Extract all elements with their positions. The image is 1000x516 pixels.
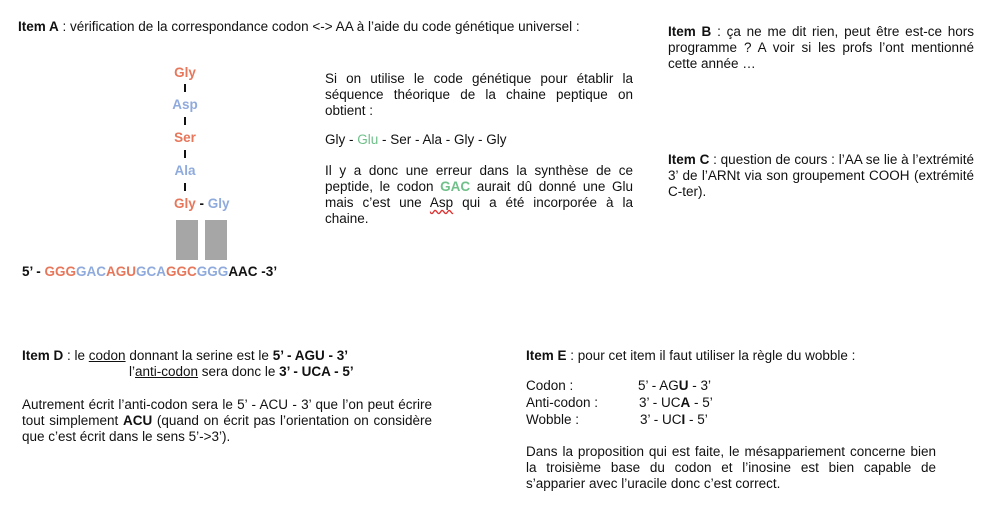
- codon-4: GCA: [136, 264, 167, 279]
- chain-ser: Ser: [174, 130, 196, 145]
- value-pre: 5’ - AG: [638, 378, 679, 393]
- chain-gly-3: Gly: [207, 196, 230, 211]
- peptide-glu: Glu: [357, 132, 379, 147]
- mrna-sequence: [22, 264, 277, 280]
- item-d-label: Item D: [22, 348, 64, 363]
- ribosome-block-left: [176, 220, 198, 260]
- wobble-row-anticodon: [526, 395, 713, 412]
- item-e-label: Item E: [526, 348, 567, 363]
- value-post: - 5’: [690, 395, 713, 410]
- codon-5: GGC: [166, 264, 197, 279]
- row-value: [638, 378, 713, 395]
- codon-1: GGG: [44, 264, 77, 279]
- chain-dash: -: [195, 196, 208, 211]
- item-d-l2a: l’: [129, 364, 135, 379]
- chain-link-2: [184, 117, 186, 125]
- acu-bold: ACU: [122, 413, 153, 428]
- item-d-l1a: : le: [63, 348, 89, 363]
- chain-link-1: [184, 84, 186, 92]
- asp-word: Asp: [429, 195, 454, 210]
- item-d-p2: (quand on écrit pas l’orientation on considère que c’est écrit dans le sens 5’->3’).: [22, 413, 433, 444]
- codon-word: codon: [88, 348, 126, 363]
- para2-p3: qui a été incorporée à la chaine.: [325, 195, 633, 226]
- peptide-after: - Ser - Ala - Gly - Gly: [378, 132, 507, 147]
- sequence-tail: AAC -3’: [228, 264, 278, 279]
- item-a-heading: [18, 19, 658, 35]
- codon-gac: GAC: [440, 179, 471, 194]
- chain-asp: Asp: [172, 97, 198, 112]
- wobble-table: [526, 378, 713, 429]
- value-post: - 3’: [688, 378, 712, 393]
- item-b-block: [668, 24, 974, 72]
- row-value: [638, 412, 713, 429]
- serine-codon: 5’ - AGU - 3’: [272, 348, 348, 363]
- value-bold: U: [678, 378, 689, 393]
- item-b-label: Item B: [668, 24, 712, 39]
- item-c-text: : question de cours : l’AA se lie à l’extrémité 3’ de l’ARNt via son groupement COOH (extrémité C-ter).: [668, 152, 974, 199]
- item-d-line-1: [22, 348, 348, 364]
- codon-2: GAC: [76, 264, 107, 279]
- chain-gly-1: Gly: [174, 65, 196, 80]
- codon-6: GGG: [196, 264, 229, 279]
- item-a-para-2: [325, 163, 633, 227]
- codon-3: AGU: [106, 264, 137, 279]
- chain-link-3: [184, 150, 186, 158]
- sequence-prefix: 5’ -: [22, 264, 45, 279]
- value-pre: 3’ - UC: [640, 412, 682, 427]
- ribosome-block-right: [205, 220, 227, 260]
- chain-last-pair: [174, 196, 230, 212]
- item-d-l1b: donnant la serine est le: [125, 348, 273, 363]
- value-post: - 5’: [685, 412, 708, 427]
- wobble-row-codon: [526, 378, 713, 395]
- value-bold: A: [680, 395, 691, 410]
- item-d-line-2: [129, 364, 354, 380]
- value-pre: 3’ - UC: [639, 395, 681, 410]
- chain-link-4: [184, 183, 186, 191]
- item-b-text: : ça ne me dit rien, peut être est-ce hors programme ? A voir si les profs l’ont mentionné cette année …: [668, 24, 974, 71]
- item-c-label: Item C: [668, 152, 710, 167]
- item-d-para: [22, 397, 432, 445]
- item-c-block: [668, 152, 974, 200]
- para2-p1: Il y a donc une erreur dans la synthèse de ce peptide, le codon: [325, 163, 633, 194]
- item-e-heading: [526, 348, 855, 364]
- peptide-before: Gly -: [325, 132, 358, 147]
- wobble-row-wobble: [526, 412, 713, 429]
- anticodon-value: 3’ - UCA - 5’: [279, 364, 354, 379]
- item-e-intro: : pour cet item il faut utiliser la règle du wobble :: [566, 348, 856, 363]
- item-d-p1: Autrement écrit l’anti-codon sera le 5’ - ACU - 3’ que l’on peut écrire tout simplement: [22, 397, 432, 428]
- item-e-conclusion: Dans la proposition qui est faite, le mésappariement concerne bien la troisième base du codon et l’inosine est bien capable de s’apparier avec l’uracile donc c’est correct.: [526, 444, 936, 491]
- value-bold: I: [681, 412, 686, 427]
- item-d-l2b: sera donc le: [198, 364, 280, 379]
- para2-p2: aurait dû donné une Glu mais c’est une: [325, 179, 633, 210]
- item-a-label: Item A: [18, 19, 59, 34]
- chain-ala: Ala: [174, 163, 196, 178]
- row-label: Anti-codon :: [526, 395, 599, 410]
- anticodon-word: anti-codon: [135, 364, 199, 379]
- chain-gly-2: Gly: [174, 196, 196, 211]
- row-label: Wobble :: [526, 412, 580, 427]
- row-value: [638, 395, 713, 412]
- item-a-para-1: Si on utilise le code génétique pour établir la séquence théorique de la chaine peptique on obtient :: [325, 71, 633, 118]
- item-a-peptide: [325, 132, 633, 148]
- row-label: Codon :: [526, 378, 574, 393]
- item-a-title: : vérification de la correspondance codon <-> AA à l’aide du code génétique universel :: [58, 19, 580, 34]
